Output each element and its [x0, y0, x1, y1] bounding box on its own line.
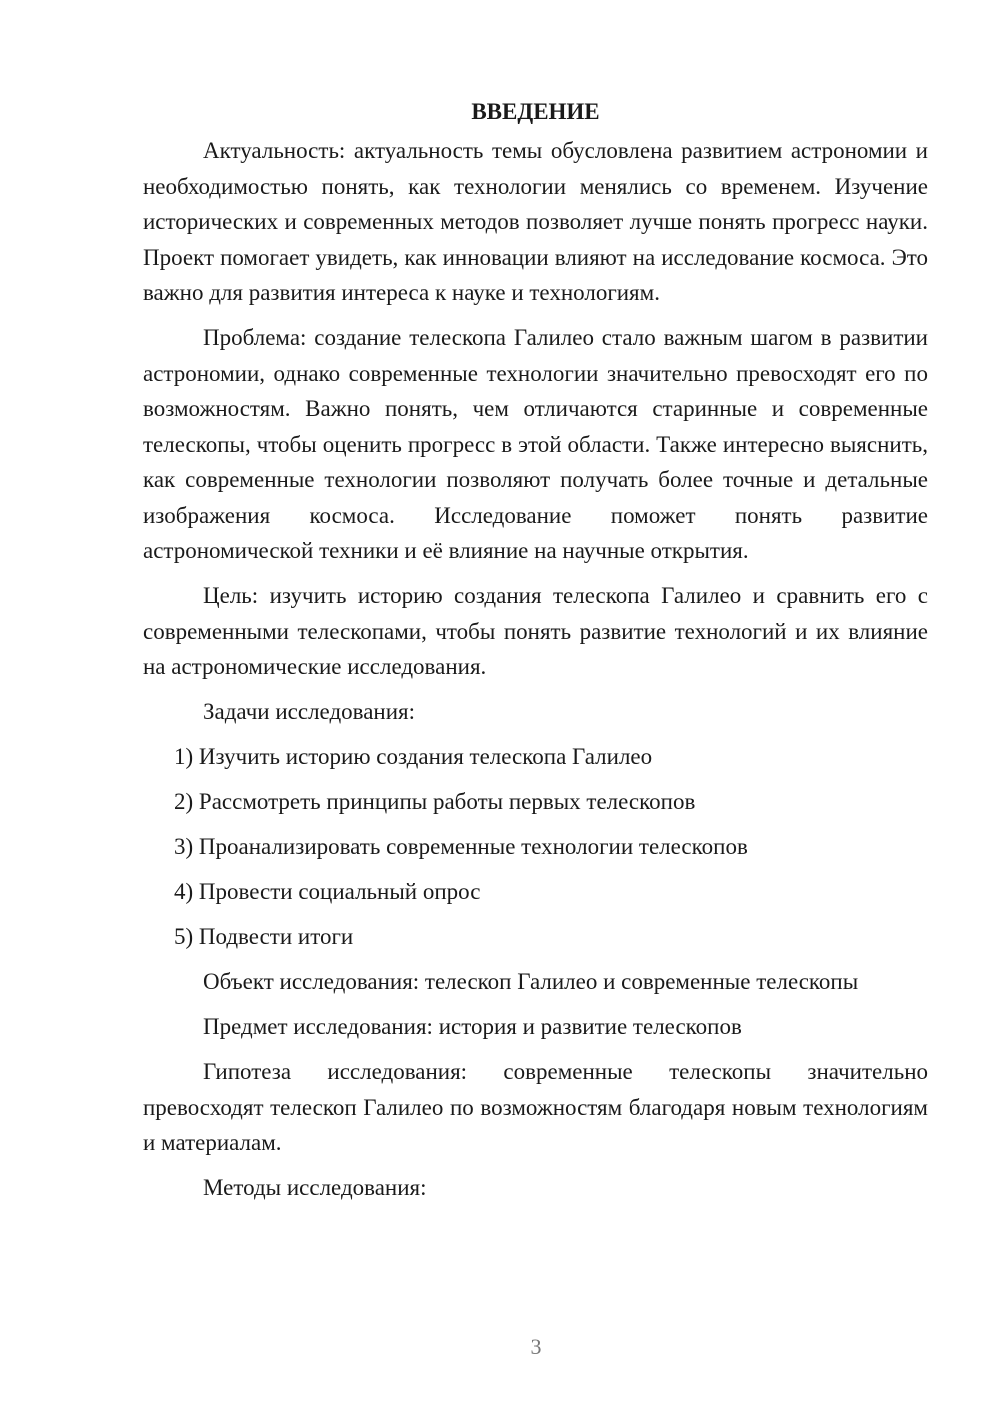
tasks-list: [143, 739, 928, 955]
list-item: 2) Рассмотреть принципы работы первых телескопов: [174, 789, 696, 814]
list-item: 4) Провести социальный опрос: [174, 879, 481, 904]
goal-paragraph: Цель: изучить историю создания телескопа Галилео и сравнить его с современными телескопами, чтобы понять развитие технологий и их влияние на астрономические исследования.: [143, 583, 928, 679]
page-number: 3: [530, 1334, 542, 1359]
methods-label: Методы исследования:: [203, 1175, 427, 1200]
list-item: 1) Изучить историю создания телескопа Галилео: [174, 744, 653, 769]
section-heading: ВВЕДЕНИЕ: [471, 99, 600, 124]
actuality-paragraph: Актуальность: актуальность темы обусловлена развитием астрономии и необходимостью понять, как технологии менялись со временем. Изучение исторических и современных методов позволяет лучше понять прогресс науки. Проект помогает увидеть, как инновации влияют на исследование космоса. Это важно для развития интереса к науке и технологиям.: [143, 138, 928, 305]
list-item: 5) Подвести итоги: [174, 924, 354, 949]
subject-paragraph: Предмет исследования: история и развитие телескопов: [203, 1014, 742, 1039]
problem-paragraph: Проблема: создание телескопа Галилео стало важным шагом в развитии астрономии, однако современные технологии значительно превосходят его по возможностям. Важно понять, чем отличаются старинные и современные телескопы, чтобы оценить прогресс в этой области. Также интересно выяснить, как современные технологии позволяют получать более точные и детальные изображения космоса. Исследование поможет понять развитие астрономической техники и её влияние на научные открытия.: [143, 325, 928, 563]
hypothesis-paragraph: Гипотеза исследования: современные телескопы значительно превосходят телескоп Галилео по возможностям благодаря новым технологиям и материалам.: [143, 1059, 928, 1155]
page-content: [143, 94, 928, 1215]
list-item: 3) Проанализировать современные технологии телескопов: [174, 834, 748, 859]
object-paragraph: Объект исследования: телескоп Галилео и современные телескопы: [203, 969, 859, 994]
tasks-label: Задачи исследования:: [203, 699, 416, 724]
